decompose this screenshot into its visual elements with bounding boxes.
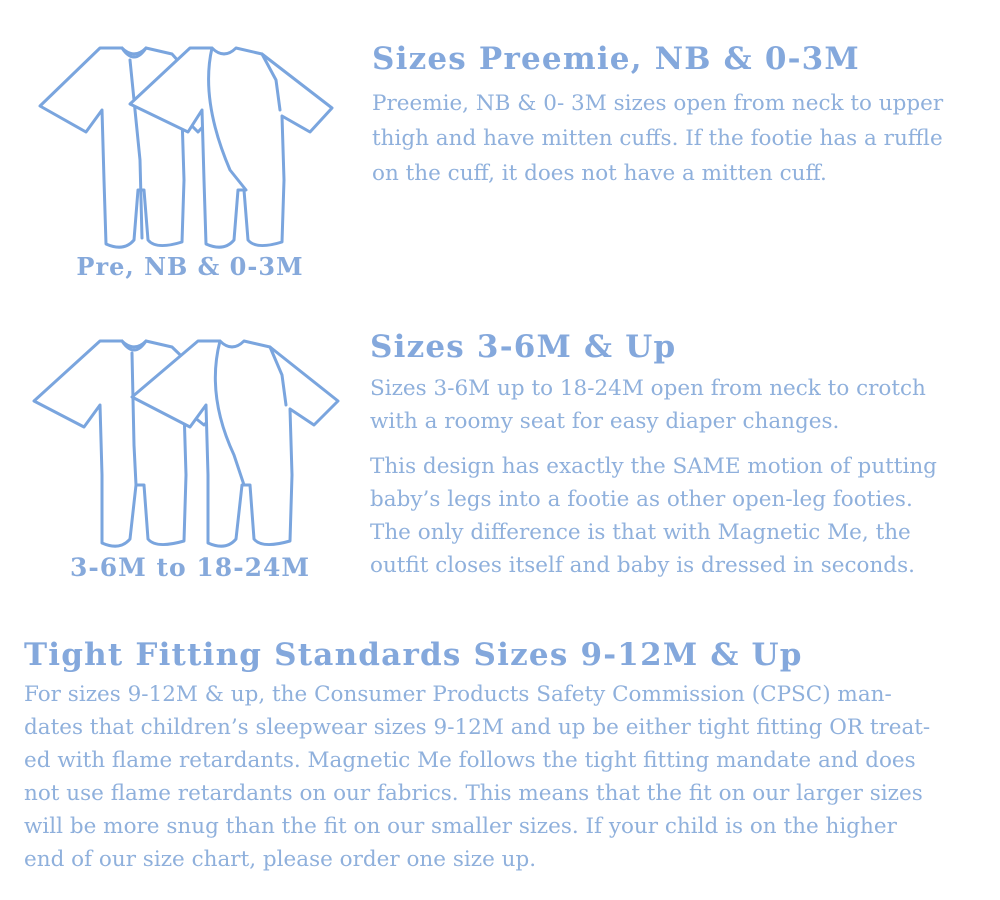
paragraph-line: not use flame retardants on our fabrics. This means that the fit on our larger sizes [24,780,923,806]
section-heading: Tight Fitting Standards Sizes 9-12M & Up [24,637,803,673]
paragraph-line: on the cuff, it does not have a mitten cuff. [372,160,827,186]
paragraph-line: ed with flame retardants. Magnetic Me follows the tight fitting mandate and does [24,747,916,773]
paragraph-line: thigh and have mitten cuffs. If the footie has a ruffle [372,125,943,151]
footie-illustration-large [30,335,350,595]
paragraph-line: For sizes 9-12M & up, the Consumer Products Safety Commission (CPSC) man- [24,681,892,707]
paragraph-line: Sizes 3-6M up to 18-24M open from neck to crotch [370,375,926,401]
paragraph-line: This design has exactly the SAME motion of putting [370,453,937,479]
section-3-6m-up [370,330,990,582]
section-heading: Sizes Preemie, NB & 0-3M [372,41,860,77]
illustration-caption-preemie: Pre, NB & 0-3M [76,252,304,281]
paragraph-line: dates that children’s sleepwear sizes 9-12M and up be either tight fitting OR treat- [24,714,931,740]
footie-pair-preemie-icon [30,40,350,250]
illustration-caption-large: 3-6M to 18-24M [69,553,311,582]
paragraph-line: Preemie, NB & 0- 3M sizes open from neck to upper [372,90,944,116]
section-preemie [372,42,982,191]
footie-pair-large-icon [30,335,350,550]
paragraph-line: end of our size chart, please order one size up. [24,846,537,872]
paragraph-line: with a roomy seat for easy diaper changes. [370,408,840,434]
paragraph-line: The only difference is that with Magnetic Me, the [370,519,911,545]
footie-illustration-preemie [30,40,350,290]
paragraph-line: outfit closes itself and baby is dressed in seconds. [370,552,915,578]
paragraph-line: baby’s legs into a footie as other open-leg footies. [370,486,913,512]
section-heading: Sizes 3-6M & Up [370,329,677,365]
paragraph-line: will be more snug than the fit on our smaller sizes. If your child is on the higher [24,813,897,839]
section-tight-fitting [24,638,990,876]
